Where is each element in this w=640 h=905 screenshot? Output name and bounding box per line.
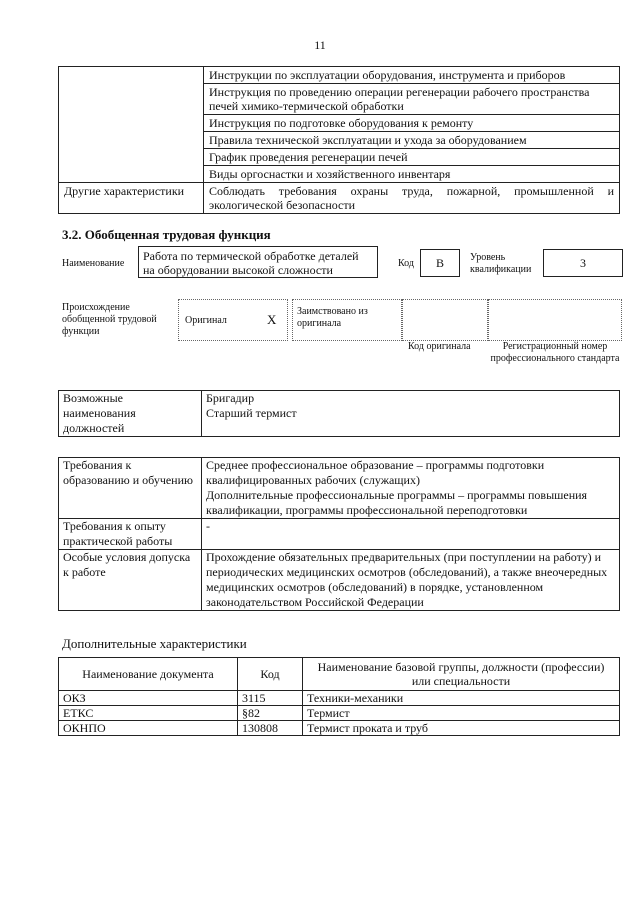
special-conditions-value: Прохождение обязательных предварительных (при поступлении на работу) и периодических медицинских осмотров (обследований), а также внеочередных медицинских осмотров (обследований) в порядке, установленном законодательством Российской Федерации: [202, 550, 620, 611]
group-cell: Термист проката и труб: [303, 721, 620, 736]
reg-number-cell: [488, 299, 622, 341]
knowledge-item: Инструкция по проведению операции регенерации рабочего пространства печей химико-термической обработки: [204, 84, 620, 115]
reg-number-label: Регистрационный номер профессионального стандарта: [490, 341, 620, 364]
positions-values: [202, 391, 620, 437]
positions-table: [58, 390, 620, 437]
doc-cell: ЕТКС: [59, 706, 238, 721]
original-mark: X: [267, 312, 277, 327]
doc-cell: ОКЗ: [59, 691, 238, 706]
code-label: Код: [398, 258, 414, 269]
code-value: B: [420, 249, 460, 277]
education-label: Требования к образованию и обучению: [59, 458, 202, 519]
code-cell: §82: [238, 706, 303, 721]
code-original-label: Код оригинала: [408, 341, 471, 352]
position-item: Старший термист: [206, 406, 297, 420]
section-heading: 3.2. Обобщенная трудовая функция: [62, 227, 271, 242]
code-cell: 130808: [238, 721, 303, 736]
col-group: Наименование базовой группы, должности (профессии) или специальности: [303, 658, 620, 691]
empty-label-cell: [59, 67, 204, 183]
education-line: Дополнительные профессиональные программы – программы повышения квалификации, программы профессиональной переподготовки: [206, 488, 588, 517]
requirements-table: [58, 457, 620, 611]
code-original-cell: [402, 299, 488, 341]
education-line: Среднее профессиональное образование – программы подготовки квалифицированных рабочих (служащих): [206, 458, 545, 487]
table-row: [59, 721, 620, 736]
knowledge-item: Правила технической эксплуатации и ухода за оборудованием: [204, 132, 620, 149]
experience-value: -: [202, 519, 620, 550]
level-label: Уровень квалификации: [470, 252, 532, 275]
knowledge-item: График проведения регенерации печей: [204, 149, 620, 166]
knowledge-item: Инструкции по эксплуатации оборудования, инструмента и приборов: [204, 67, 620, 84]
code-cell: 3115: [238, 691, 303, 706]
additional-table: [58, 657, 620, 736]
other-characteristics-text: Соблюдать требования охраны труда, пожарной, промышленной и экологической безопасности: [204, 183, 620, 214]
col-code: Код: [238, 658, 303, 691]
special-conditions-label: Особые условия допуска к работе: [59, 550, 202, 611]
function-name-value: Работа по термической обработке деталей на оборудовании высокой сложности: [138, 246, 378, 278]
group-cell: Техники-механики: [303, 691, 620, 706]
original-label: Оригинал: [185, 315, 227, 326]
knowledge-item: Виды оргоснастки и хозяйственного инвентаря: [204, 166, 620, 183]
knowledge-table: [58, 66, 620, 214]
other-characteristics-label: Другие характеристики: [59, 183, 204, 214]
origin-label: Происхождение обобщенной трудовой функции: [62, 302, 157, 337]
position-item: Бригадир: [206, 391, 255, 405]
borrowed-label: Заимствовано из оригинала: [297, 306, 368, 329]
doc-cell: ОКНПО: [59, 721, 238, 736]
original-cell: [178, 299, 288, 341]
table-row: [59, 691, 620, 706]
page-number: 11: [314, 38, 326, 52]
col-document: Наименование документа: [59, 658, 238, 691]
experience-label: Требования к опыту практической работы: [59, 519, 202, 550]
name-label: Наименование: [62, 258, 125, 269]
positions-label: Возможные наименования должностей: [59, 391, 202, 437]
knowledge-item: Инструкция по подготовке оборудования к ремонту: [204, 115, 620, 132]
group-cell: Термист: [303, 706, 620, 721]
table-row: [59, 706, 620, 721]
level-value: 3: [543, 249, 623, 277]
education-value: [202, 458, 620, 519]
additional-heading: Дополнительные характеристики: [62, 636, 247, 651]
borrowed-cell: [292, 299, 402, 341]
